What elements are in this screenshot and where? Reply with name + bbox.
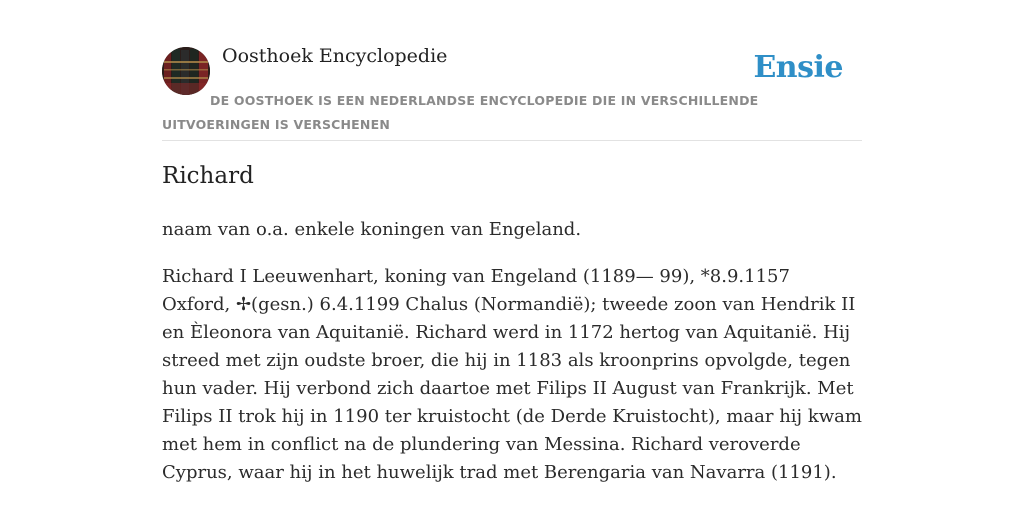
site-header bbox=[162, 0, 862, 141]
book-spines-icon[interactable] bbox=[162, 47, 210, 95]
entry-body: Richard I Leeuwenhart, koning van Engeland (1189— 99), *8.9.1157 Oxford, ✢(gesn.) 6.4.1199 Chalus (Normandië); tweede zoon van Hendrik II en Èleonora van Aquitanië. Richard werd in 1172 hertog van Aquitanië. Hij streed met zijn oudste broer, die hij in 1183 als kroonprins opvolgde, tegen hun vader. Hij verbond zich daartoe met Filips II August van Frankrijk. Met Filips II trok hij in 1190 ter kruistocht (de Derde Kruistocht), maar hij kwam met hem in conflict na de plundering van Messina. Richard veroverde Cyprus, waar hij in het huwelijk trad met Berengaria van Navarra (1191). bbox=[162, 266, 862, 483]
brand-logo[interactable]: Ensie bbox=[753, 50, 843, 85]
page bbox=[162, 0, 862, 483]
entry-title: Richard bbox=[162, 163, 254, 189]
entry-definition: naam van o.a. enkele koningen van Engeland. bbox=[162, 219, 582, 240]
site-title[interactable]: Oosthoek Encyclopedie bbox=[222, 45, 448, 67]
site-tagline: DE OOSTHOEK IS EEN NEDERLANDSE ENCYCLOPEDIE DIE IN VERSCHILLENDE UITVOERINGEN IS VERSCHENEN bbox=[162, 93, 759, 132]
